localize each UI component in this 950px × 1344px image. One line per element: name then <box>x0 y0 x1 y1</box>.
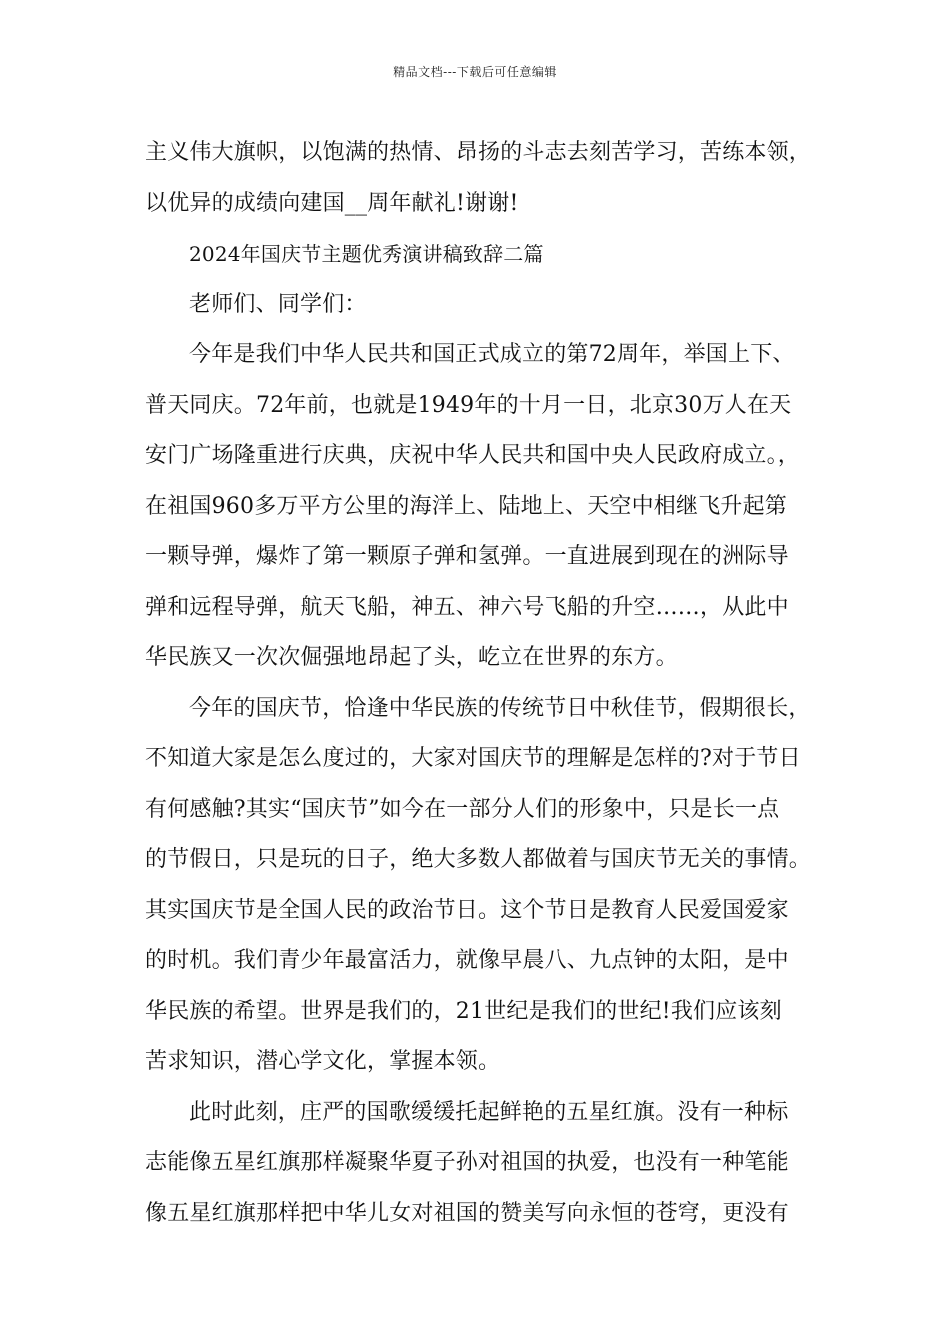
text-line: 以优异的成绩向建国__周年献礼!谢谢! <box>145 190 519 216</box>
document-body <box>145 128 835 1239</box>
text-line: 的时机。我们青少年最富活力，就像早晨八、九点钟的太阳，是中 <box>145 948 789 973</box>
text-line: 有何感触?其实“国庆节”如今在一部分人们的形象中，只是长一点 <box>145 796 780 822</box>
text-line: 今年的国庆节，恰逢中华民族的传统节日中秋佳节，假期很长， <box>189 695 811 721</box>
text-line: 苦求知识，潜心学文化，掌握本领。 <box>145 1049 501 1074</box>
text-line: 在祖国960多万平方公里的海洋上、陆地上、天空中相继飞升起第 <box>145 493 787 519</box>
text-line: 的节假日，只是玩的日子，绝大多数人都做着与国庆节无关的事情。 <box>145 847 812 872</box>
text-line: 不知道大家是怎么度过的，大家对国庆节的理解是怎样的?对于节日 <box>145 746 801 771</box>
text-line: 安门广场隆重进行庆典，庆祝中华人民共和国中央人民政府成立。， <box>145 443 801 468</box>
text-line: 华民族又一次次倔强地昂起了头，屹立在世界的东方。 <box>145 645 678 670</box>
text-line: 主义伟大旗帜，以饱满的热情、昂扬的斗志去刻苦学习，苦练本领， <box>145 140 812 165</box>
text-line: 华民族的希望。世界是我们的，21世纪是我们的世纪!我们应该刻 <box>145 998 782 1024</box>
text-line: 普天同庆。72年前，也就是1949年的十月一日，北京30万人在天 <box>145 392 792 418</box>
page-header: 精品文档---下载后可任意编辑 <box>393 65 557 79</box>
text-line: 一颗导弹，爆炸了第一颗原子弹和氢弹。一直进展到现在的洲际导 <box>145 544 789 569</box>
salutation: 老师们、同学们： <box>189 291 367 317</box>
text-line: 志能像五星红旗那样凝聚华夏子孙对祖国的执爱，也没有一种笔能 <box>145 1150 789 1175</box>
text-line: 此时此刻，庄严的国歌缓缓托起鲜艳的五星红旗。没有一种标 <box>189 1099 789 1125</box>
text-line: 今年是我们中华人民共和国正式成立的第72周年，举国上下、 <box>189 342 795 367</box>
text-line: 弹和远程导弹，航天飞船，神五、神六号飞船的升空……，从此中 <box>145 594 789 620</box>
text-line: 像五星红旗那样把中华儿女对祖国的赞美写向永恒的苍穹，更没有 <box>145 1200 789 1226</box>
document-title: 2024年国庆节主题优秀演讲稿致辞二篇 <box>189 242 544 266</box>
text-line: 其实国庆节是全国人民的政治节日。这个节日是教育人民爱国爱家 <box>145 897 789 923</box>
